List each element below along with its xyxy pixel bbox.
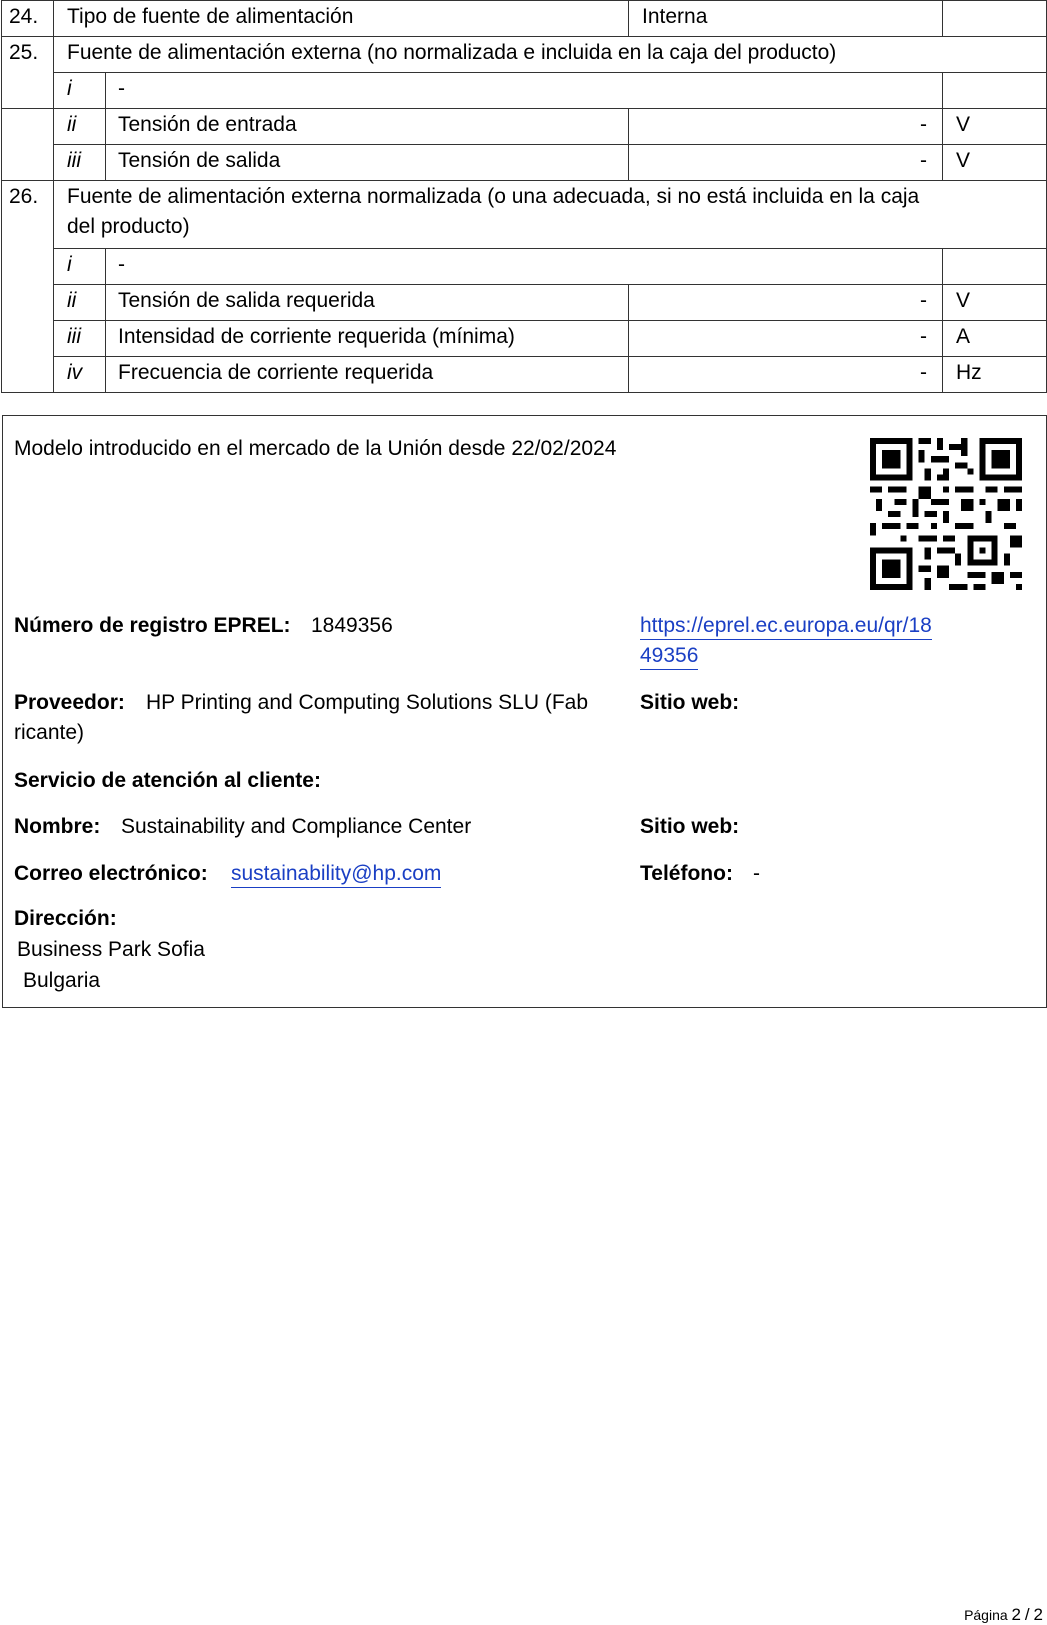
eprel-url-link-line2[interactable]: 49356 [640,643,698,670]
row-26-iii-value: - [920,325,927,348]
row-25-i-label: - [118,77,125,100]
row-25-ii-sub: ii [67,113,77,136]
row-26-iii-label: Intensidad de corriente requerida (mínima) [118,325,515,348]
row-26-ii-unit: V [956,289,971,312]
supplier-website-label: Sitio web: [640,691,740,714]
email-label: Correo electrónico: [14,862,208,885]
row-26-label-line1: Fuente de alimentación externa normalizada (o una adecuada, si no está incluida en la caja [67,185,920,208]
page-total: 2 [1033,1605,1043,1624]
row-25-iii-unit: V [956,149,971,172]
eprel-url-link-line1[interactable]: https://eprel.ec.europa.eu/qr/18 [640,613,932,640]
row-26-label-line2: del producto) [67,215,190,238]
phone-value: - [753,862,760,885]
row-25-label: Fuente de alimentación externa (no normalizada e incluida en la caja del producto) [67,41,837,64]
supplier-value-line1: HP Printing and Computing Solutions SLU (Fab [146,691,589,714]
model-intro-text: Modelo introducido en el mercado de la Unión desde 22/02/2024 [14,437,617,460]
contact-name-value: Sustainability and Compliance Center [121,815,472,838]
supplier-label: Proveedor: [14,691,125,714]
row-26-iii-sub: iii [67,325,81,348]
row-26-number: 26. [9,185,39,208]
row-26-iv-unit: Hz [956,361,982,384]
address-line1: Business Park Sofia [17,938,205,961]
row-26-iv-label: Frecuencia de corriente requerida [118,361,434,384]
email-link[interactable]: sustainability@hp.com [231,861,441,888]
eprel-value: 1849356 [311,614,393,637]
page-number [964,1605,1043,1625]
page-label: Página [964,1607,1008,1623]
row-26-ii-value: - [920,289,927,312]
row-26-ii-sub: ii [67,289,77,312]
qr-code-icon[interactable] [870,438,1022,590]
row-25-number: 25. [9,41,39,64]
row-25-ii-value: - [920,113,927,136]
row-24-number: 24. [9,5,39,28]
address-label: Dirección: [14,907,117,930]
contact-name-label: Nombre: [14,815,101,838]
customer-service-label: Servicio de atención al cliente: [14,769,321,792]
row-25-iii-label: Tensión de salida [118,149,281,172]
row-26-i-sub: i [67,253,72,276]
row-26-iv-sub: iv [67,361,83,384]
row-24-label: Tipo de fuente de alimentación [67,5,354,28]
eprel-label: Número de registro EPREL: [14,614,291,637]
page-current: 2 [1011,1605,1022,1624]
row-25-ii-unit: V [956,113,971,136]
supplier-value-line2: ricante) [14,721,85,744]
row-24-value: Interna [642,5,708,28]
row-25-iii-value: - [920,149,927,172]
row-25-i-sub: i [67,77,72,100]
phone-label: Teléfono: [640,862,733,885]
row-26-iv-value: - [920,361,927,384]
row-26-ii-label: Tensión de salida requerida [118,289,375,312]
row-26-i-label: - [118,253,125,276]
service-website-label: Sitio web: [640,815,740,838]
row-26-iii-unit: A [956,325,971,348]
address-line2: Bulgaria [23,969,101,992]
row-25-iii-sub: iii [67,149,81,172]
row-25-ii-label: Tensión de entrada [118,113,297,136]
page-separator: / [1024,1605,1030,1624]
